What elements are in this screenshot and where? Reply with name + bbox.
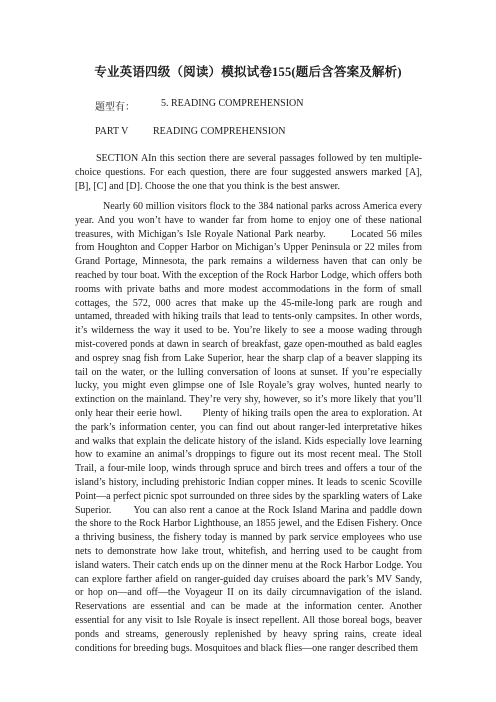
part-heading-row [95, 126, 286, 137]
part-label: PART V [95, 126, 129, 137]
question-type-row [95, 98, 304, 113]
section-instructions: SECTION AIn this section there are several passages followed by ten multiple-choice questions. For each question, there are four suggested answers marked [A], [B], [C] and [D]. Choose the one that you think is the best answer. [75, 153, 422, 192]
question-type-label: 题型有： [95, 102, 135, 113]
reading-passage: Nearly 60 million visitors flock to the 384 national parks across America every year. And you won’t have to wander far from home to enjoy one of these national treasures, with Michigan’s Isle Royale National Park nearby. Located 56 miles from Houghton and Copper Harbor on Michigan’s Upper Peninsula or 22 miles from Grand Portage, Minnesota, the park remains a wilderness haven that can only be reached by tour boat. With the exception of the Rock Harbor Lodge, which offers both rooms with private baths and more modest accommodations in the form of small cottages, the 572, 000 acres that make up the 45-mile-long park are rough and untamed, threaded with hiking trails that lead to tents-only campsites. In other words, it’s wilderness the way it used to be. You’re likely to see a moose wading through mist-covered ponds at dawn in search of breakfast, gaze open-mouthed as bald eagles and osprey snag fish from Lake Superior, hear the sharp clap of a beaver slapping its tail on the water, or the lulling conversation of loons at sunset. If you’re especially lucky, you might even glimpse one of Isle Royale’s gray wolves, hunted nearly to extinction on the mainland. They’re very shy, however, so it’s more likely that you’ll only hear their eerie howl. Plenty of hiking trails open the area to exploration. At the park’s information center, you can find out about ranger-led interpretative hikes and walks that explain the delicate history of the island. Kids especially love learning how to examine an animal’s droppings to figure out its most recent meal. The Stoll Trail, a four-mile loop, winds through spruce and birch trees and offers a tour of the island’s history, including prehistoric Indian copper mines. It leads to scenic Scoville Point—a perfect picnic spot surrounded on three sides by the sparkling waters of Lake Superior. You can also rent a canoe at the Rock Island Marina and paddle down the shore to the Rock Harbor Lighthouse, an 1855 jewel, and the Edisen Fishery. Once a thriving business, the fishery today is manned by park service employees who use nets to demonstrate how lake trout, whitefish, and herring used to be caught from island waters. Their catch ends up on the dinner menu at the Rock Harbor Lodge. You can explore farther afield on ranger-guided day cruises aboard the park’s MV Sandy, or hop on—and off—the Voyageur II on its daily circumnavigation of the island. Reservations are essential and can be made at the information center. Another essential for any visit to Isle Royale is insect repellent. All those boreal bogs, beaver ponds and streams, generously replenished by heavy spring rains, create ideal conditions for breeding bugs. Mosquitoes and black flies—one ranger described them [75, 201, 425, 654]
part-value: READING COMPREHENSION [153, 126, 286, 137]
question-type-value: 5. READING COMPREHENSION [161, 98, 304, 109]
document-title: 专业英语四级（阅读）模拟试卷155(题后含答案及解析) [94, 65, 402, 79]
